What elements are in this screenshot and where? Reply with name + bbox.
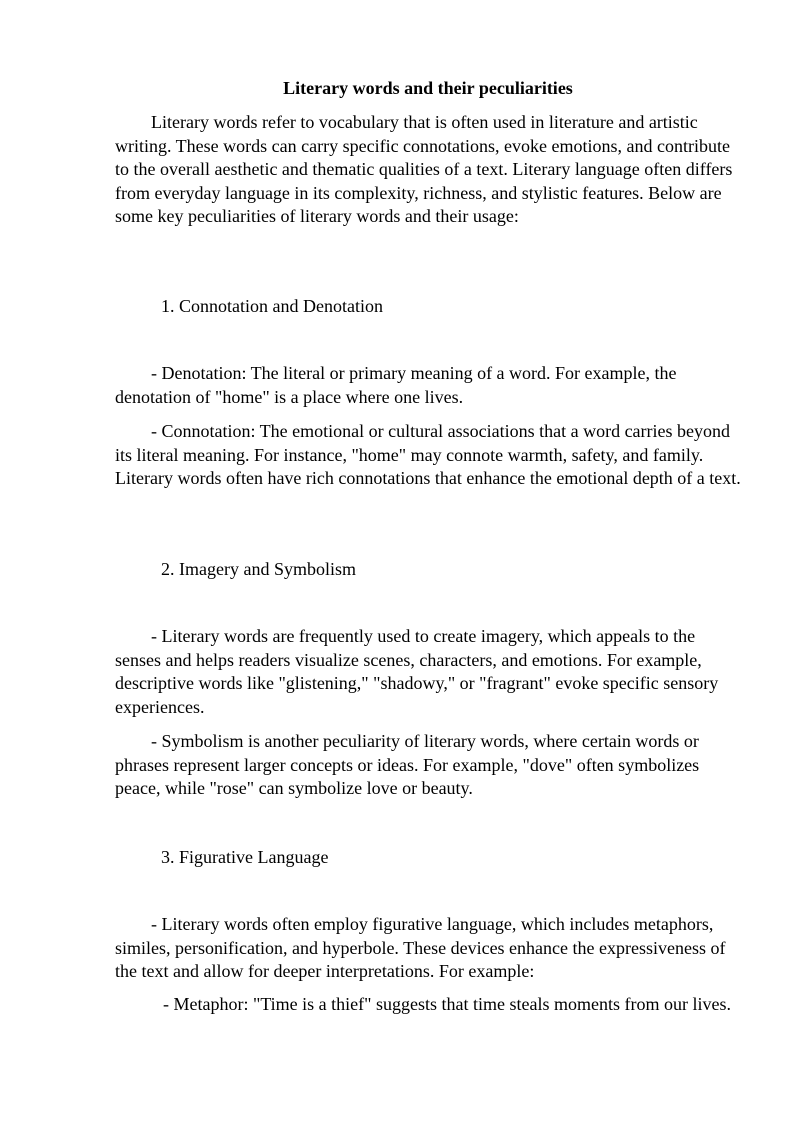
metaphor-paragraph: - Metaphor: "Time is a thief" suggests that time steals moments from our lives. (163, 994, 731, 1014)
section-heading-connotation: 1. Connotation and Denotation (161, 296, 383, 316)
section-heading-imagery: 2. Imagery and Symbolism (161, 559, 356, 579)
section-heading-figurative: 3. Figurative Language (161, 847, 329, 867)
denotation-paragraph: - Denotation: The literal or primary meaning of a word. For example, the denotation of "home" is a place where one lives. (115, 363, 677, 407)
connotation-paragraph: - Connotation: The emotional or cultural associations that a word carries beyond its literal meaning. For instance, "home" may connote warmth, safety, and family. Literary words often have rich connotations that enhance the emotional depth of a text. (115, 421, 741, 488)
intro-paragraph: Literary words refer to vocabulary that is often used in literature and artistic writing. These words can carry specific connotations, evoke emotions, and contribute to the overall aesthetic and thematic qualities of a text. Literary language often differs from everyday language in its complexity, richness, and stylistic features. Below are some key peculiarities of literary words and their usage: (115, 112, 733, 226)
symbolism-paragraph: - Symbolism is another peculiarity of literary words, where certain words or phrases represent larger concepts or ideas. For example, "dove" often symbolizes peace, while "rose" can symbolize love or beauty. (115, 731, 700, 798)
imagery-paragraph: - Literary words are frequently used to create imagery, which appeals to the senses and helps readers visualize scenes, characters, and emotions. For example, descriptive words like "glistening," "shadowy," or "fragrant" evoke specific sensory experiences. (115, 626, 719, 717)
figurative-paragraph: - Literary words often employ figurative language, which includes metaphors, similes, personification, and hyperbole. These devices enhance the expressiveness of the text and allow for deeper interpretations. For example: (115, 914, 726, 981)
document-title: Literary words and their peculiarities (283, 78, 573, 98)
